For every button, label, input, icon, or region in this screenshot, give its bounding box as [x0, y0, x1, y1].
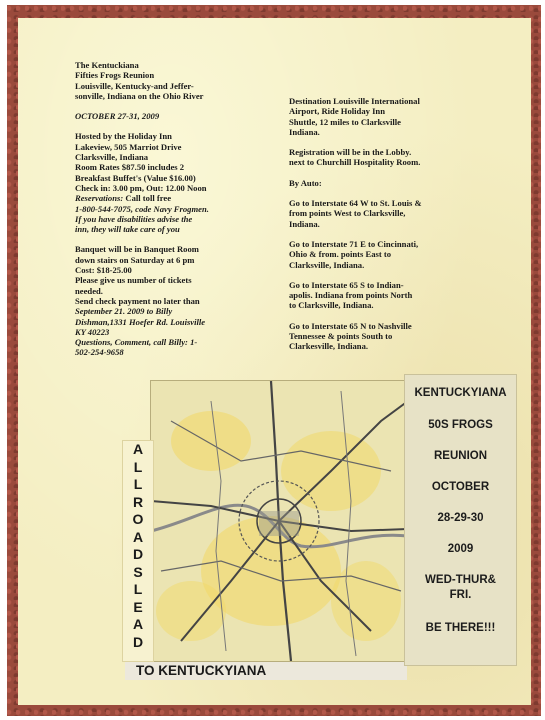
- route-north: Go to Interstate 65 S to Indian- apolis. Indiana from points North to Clarksville, Indiana.: [289, 279, 413, 311]
- by-auto-heading: By Auto:: [289, 177, 322, 188]
- registration-info: Registration will be in the Lobby. next to Churchill Hospitality Room.: [289, 147, 421, 168]
- banquet-info: Banquet will be in Banquet Room down stairs on Saturday at 6 pm Cost: $18-25.00 Please give us number of tickets needed. Send check payment no later than September 21. 2009 to Billy Dishman,1331 Hoefer Rd. Louisville KY 40223 Questions, Comment, call Billy: 1- 502-254-9658: [75, 244, 260, 357]
- road-map-image: [150, 380, 409, 662]
- slogan-bottom-label: TO KENTUCKYIANA: [125, 662, 407, 680]
- right-column: [289, 96, 474, 362]
- road-map-graphic: [151, 381, 408, 661]
- route-east: Go to Interstate 71 E to Cincinnati, Ohio & from. points East to Clarksville, Indiana.: [289, 238, 419, 270]
- questions-contact: Questions, Comment, call Billy: 1-: [75, 337, 198, 348]
- reservations-label: Reservations:: [75, 193, 124, 204]
- phone-line: 1-800-544-7075, code Navy Frogmen.: [75, 203, 209, 214]
- event-summary-box: KENTUCKYIANA 50S FROGS REUNION OCTOBER 28-29-30 2009 WED-THUR& FRI. BE THERE!!!: [404, 374, 517, 666]
- route-west: Go to Interstate 64 W to St. Louis & from points West to Clarksville, Indiana.: [289, 198, 422, 229]
- vertical-slogan: A L L R O A D S L E A D: [122, 440, 154, 662]
- hotel-info: Hosted by the Holiday Inn Lakeview, 505 Marriot Drive Clarksville, Indiana Room Rates $87.50 includes 2 Breakfast Buffet's (Value $16.00) Check in: 3.00 pm, Out: 12.00 Noon Reservations: Call toll free 1-800-544-7075, code Navy Frogmen. If you have disabilities advise the inn, they will take care of you: [75, 131, 260, 234]
- airport-info: Destination Louisville International Airport, Ride Holiday Inn Shuttle, 12 miles to Clarksville Indiana.: [289, 96, 420, 137]
- event-date: OCTOBER 27-31, 2009: [75, 111, 160, 122]
- left-column: [75, 60, 260, 368]
- event-intro: The Kentuckiana Fifties Frogs Reunion Louisville, Kentucky-and Jeffer- sonville, Indiana on the Ohio River: [75, 60, 204, 101]
- route-south: Go to Interstate 65 N to Nashville Tennessee & points South to Clarkesville, Indiana.: [289, 320, 412, 352]
